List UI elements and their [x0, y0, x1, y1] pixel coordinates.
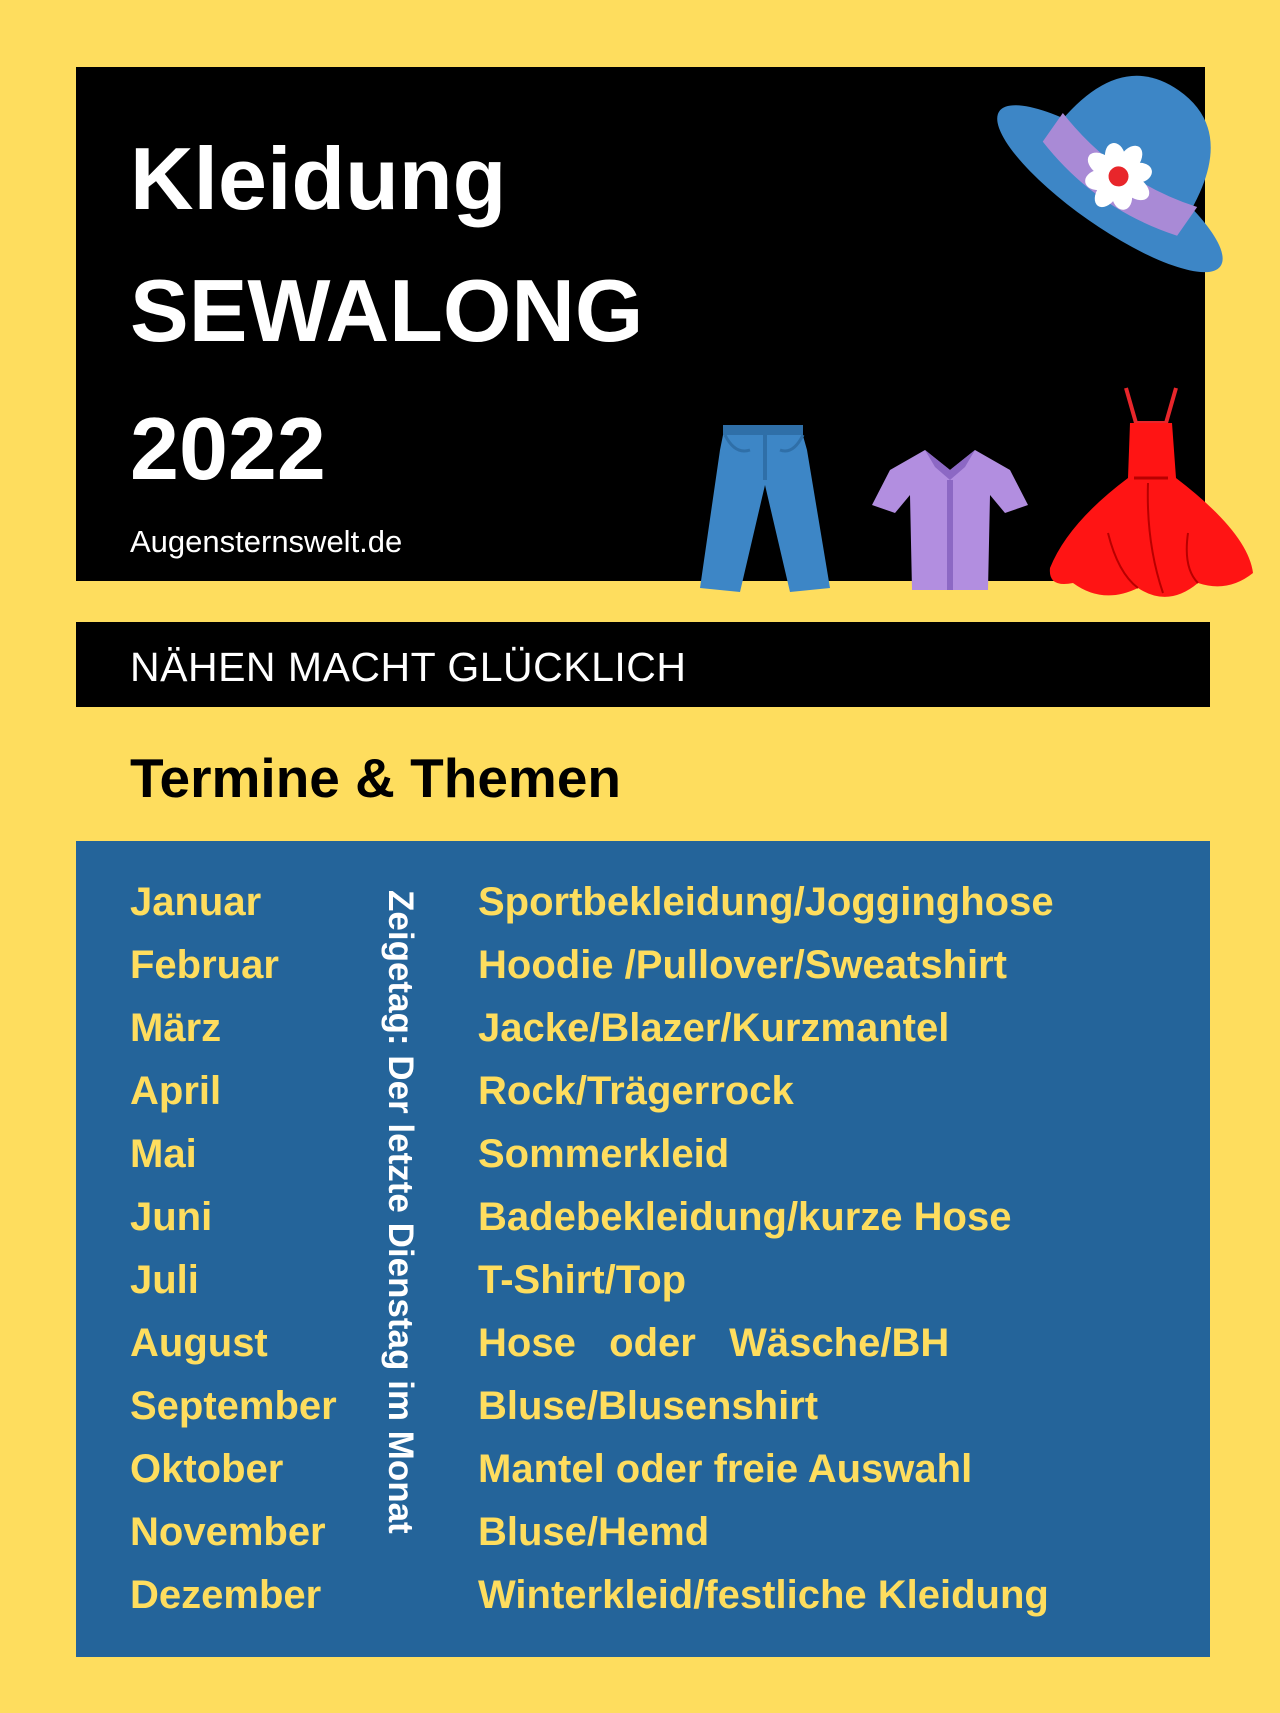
- slogan-text: NÄHEN MACHT GLÜCKLICH: [130, 644, 687, 690]
- month-label: Juli: [130, 1258, 199, 1302]
- month-label: November: [130, 1510, 326, 1554]
- title-line-2: SEWALONG: [130, 261, 644, 360]
- topic-label: Hose oder Wäsche/BH: [478, 1321, 950, 1365]
- dress-icon: [1048, 383, 1258, 608]
- topic-label: Sommerkleid: [478, 1132, 730, 1176]
- side-note-text: Zeigetag: Der letzte Dienstag im Monat: [381, 890, 420, 1534]
- topic-label: Rock/Trägerrock: [478, 1069, 794, 1113]
- section-title: Termine & Themen: [130, 747, 622, 809]
- hat-icon: [990, 35, 1270, 285]
- month-label: Februar: [130, 943, 279, 987]
- topic-label: Bluse/Blusenshirt: [478, 1384, 819, 1428]
- website-label: Augensternswelt.de: [130, 524, 403, 559]
- month-label: Mai: [130, 1132, 197, 1176]
- topic-label: Bluse/Hemd: [478, 1510, 710, 1554]
- month-label: März: [130, 1006, 222, 1050]
- topic-label: Hoodie /Pullover/Sweatshirt: [478, 943, 1008, 987]
- topic-label: Jacke/Blazer/Kurzmantel: [478, 1006, 950, 1050]
- topic-label: T-Shirt/Top: [478, 1258, 687, 1302]
- title-line-3: 2022: [130, 399, 326, 498]
- topic-label: Sportbekleidung/Jogginghose: [478, 880, 1054, 924]
- month-label: September: [130, 1384, 337, 1428]
- month-label: Januar: [130, 880, 262, 924]
- topic-label: Winterkleid/festliche Kleidung: [478, 1573, 1049, 1617]
- topic-label: Mantel oder freie Auswahl: [478, 1447, 973, 1491]
- side-note: [380, 890, 424, 1640]
- shirt-icon: [870, 445, 1030, 595]
- month-label: April: [130, 1069, 222, 1113]
- month-label: Oktober: [130, 1447, 284, 1491]
- jeans-icon: [695, 420, 835, 595]
- month-label: Juni: [130, 1195, 213, 1239]
- topic-label: Badebekleidung/kurze Hose: [478, 1195, 1012, 1239]
- month-label: Dezember: [130, 1573, 322, 1617]
- title-line-1: Kleidung: [130, 129, 507, 228]
- month-label: August: [130, 1321, 268, 1365]
